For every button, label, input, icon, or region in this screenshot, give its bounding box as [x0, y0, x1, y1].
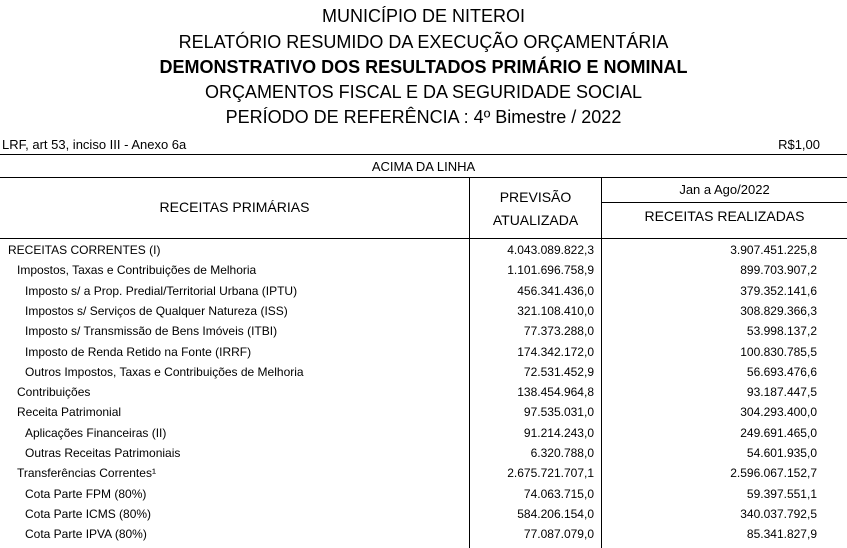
legal-reference: LRF, art 53, inciso III - Anexo 6a	[2, 137, 187, 152]
row-label: Contribuições	[17, 385, 91, 400]
band-acima-da-linha: ACIMA DA LINHA	[371, 159, 476, 174]
row-label: RECEITAS CORRENTES (I)	[8, 243, 161, 257]
col-receitas-realizadas	[602, 208, 847, 224]
row-previsao: 77.087.079,0	[523, 527, 594, 542]
table-row	[0, 524, 847, 544]
row-realizadas: 899.703.907,2	[740, 263, 817, 278]
row-label: Imposto de Renda Retido na Fonte (IRRF)	[25, 344, 252, 359]
row-label: Imposto s/ a Prop. Predial/Territorial Urbana (IPTU)	[25, 283, 298, 298]
row-realizadas: 308.829.366,3	[740, 303, 817, 318]
col-receitas-primarias-label: RECEITAS PRIMÁRIAS	[159, 199, 310, 215]
report-period: PERÍODO DE REFERÊNCIA : 4º Bimestre / 2022	[225, 107, 622, 127]
row-previsao: 138.454.964,8	[517, 385, 594, 400]
col-previsao-line2: ATUALIZADA	[492, 212, 579, 228]
col-receitas-realizadas-label: RECEITAS REALIZADAS	[644, 208, 805, 224]
row-realizadas: 54.601.935,0	[746, 446, 817, 460]
row-realizadas: 3.907.451.225,8	[730, 243, 817, 257]
row-previsao: 91.214.243,0	[523, 425, 594, 440]
table-row	[0, 484, 847, 504]
row-realizadas: 340.037.792,5	[740, 506, 817, 521]
table-top-rule	[0, 154, 847, 155]
report-municipality: MUNICÍPIO DE NITEROI	[321, 6, 525, 26]
col3-header-divider	[601, 202, 847, 203]
row-realizadas: 100.830.785,5	[740, 344, 817, 359]
row-realizadas: 304.293.400,0	[740, 405, 817, 420]
col-previsao-line1: PREVISÃO	[499, 189, 572, 205]
row-label: Cota Parte ICMS (80%)	[25, 506, 152, 521]
row-realizadas: 93.187.447,5	[746, 385, 817, 400]
table-row	[0, 321, 847, 341]
table-row	[0, 443, 847, 463]
table-row	[0, 382, 847, 402]
table-row	[0, 260, 847, 280]
row-previsao: 74.063.715,0	[523, 486, 594, 501]
row-label: Impostos s/ Serviços de Qualquer Natureza (ISS)	[25, 303, 288, 318]
header-bottom-rule	[0, 238, 847, 239]
table-row	[0, 504, 847, 524]
row-realizadas: 59.397.551,1	[746, 486, 817, 501]
row-previsao: 97.535.031,0	[523, 405, 594, 420]
row-label: Outras Receitas Patrimoniais	[25, 446, 181, 460]
row-label: Imposto s/ Transmissão de Bens Imóveis (ITBI)	[25, 324, 278, 339]
table-row	[0, 423, 847, 443]
report-subtitle: DEMONSTRATIVO DOS RESULTADOS PRIMÁRIO E NOMINAL	[159, 57, 688, 77]
band-bottom-rule	[0, 177, 847, 178]
table-row	[0, 362, 847, 382]
row-previsao: 77.373.288,0	[523, 324, 594, 339]
row-label: Aplicações Financeiras (II)	[25, 425, 167, 440]
row-label: Impostos, Taxas e Contribuições de Melhoria	[17, 263, 257, 278]
col-receitas-primarias	[0, 199, 469, 215]
col-period	[602, 182, 847, 197]
row-previsao: 1.101.696.758,9	[507, 263, 594, 278]
row-label: Receita Patrimonial	[17, 405, 122, 420]
currency-unit: R$1,00	[778, 137, 820, 152]
row-realizadas: 2.596.067.152,7	[730, 466, 817, 481]
table-row	[0, 342, 847, 362]
row-previsao: 6.320.788,0	[530, 446, 594, 460]
row-realizadas: 379.352.141,6	[740, 283, 817, 298]
row-label: Transferências Correntes¹	[17, 466, 156, 481]
row-previsao: 2.675.721.707,1	[507, 466, 594, 481]
row-realizadas: 53.998.137,2	[746, 324, 817, 339]
report-scope: ORÇAMENTOS FISCAL E DA SEGURIDADE SOCIAL	[204, 82, 643, 102]
row-previsao: 321.108.410,0	[517, 303, 594, 318]
row-previsao: 174.342.172,0	[517, 344, 594, 359]
row-realizadas: 85.341.827,9	[746, 527, 817, 542]
col-previsao-atualizada	[470, 186, 601, 232]
row-label: Cota Parte FPM (80%)	[25, 486, 147, 501]
row-realizadas: 56.693.476,6	[746, 364, 817, 379]
col-period-label: Jan a Ago/2022	[679, 182, 770, 197]
report-title: RELATÓRIO RESUMIDO DA EXECUÇÃO ORÇAMENTÁRIA	[178, 32, 669, 52]
table-row	[0, 463, 847, 483]
row-label: Outros Impostos, Taxas e Contribuições de Melhoria	[25, 364, 304, 379]
row-label: Cota Parte IPVA (80%)	[25, 527, 147, 542]
row-previsao: 4.043.089.822,3	[507, 243, 594, 257]
row-previsao: 72.531.452,9	[523, 364, 594, 379]
table-row	[0, 301, 847, 321]
table-row	[0, 402, 847, 422]
row-realizadas: 249.691.465,0	[740, 425, 817, 440]
table-row	[0, 240, 847, 260]
table-row	[0, 281, 847, 301]
row-previsao: 456.341.436,0	[517, 283, 594, 298]
row-previsao: 584.206.154,0	[517, 506, 594, 521]
